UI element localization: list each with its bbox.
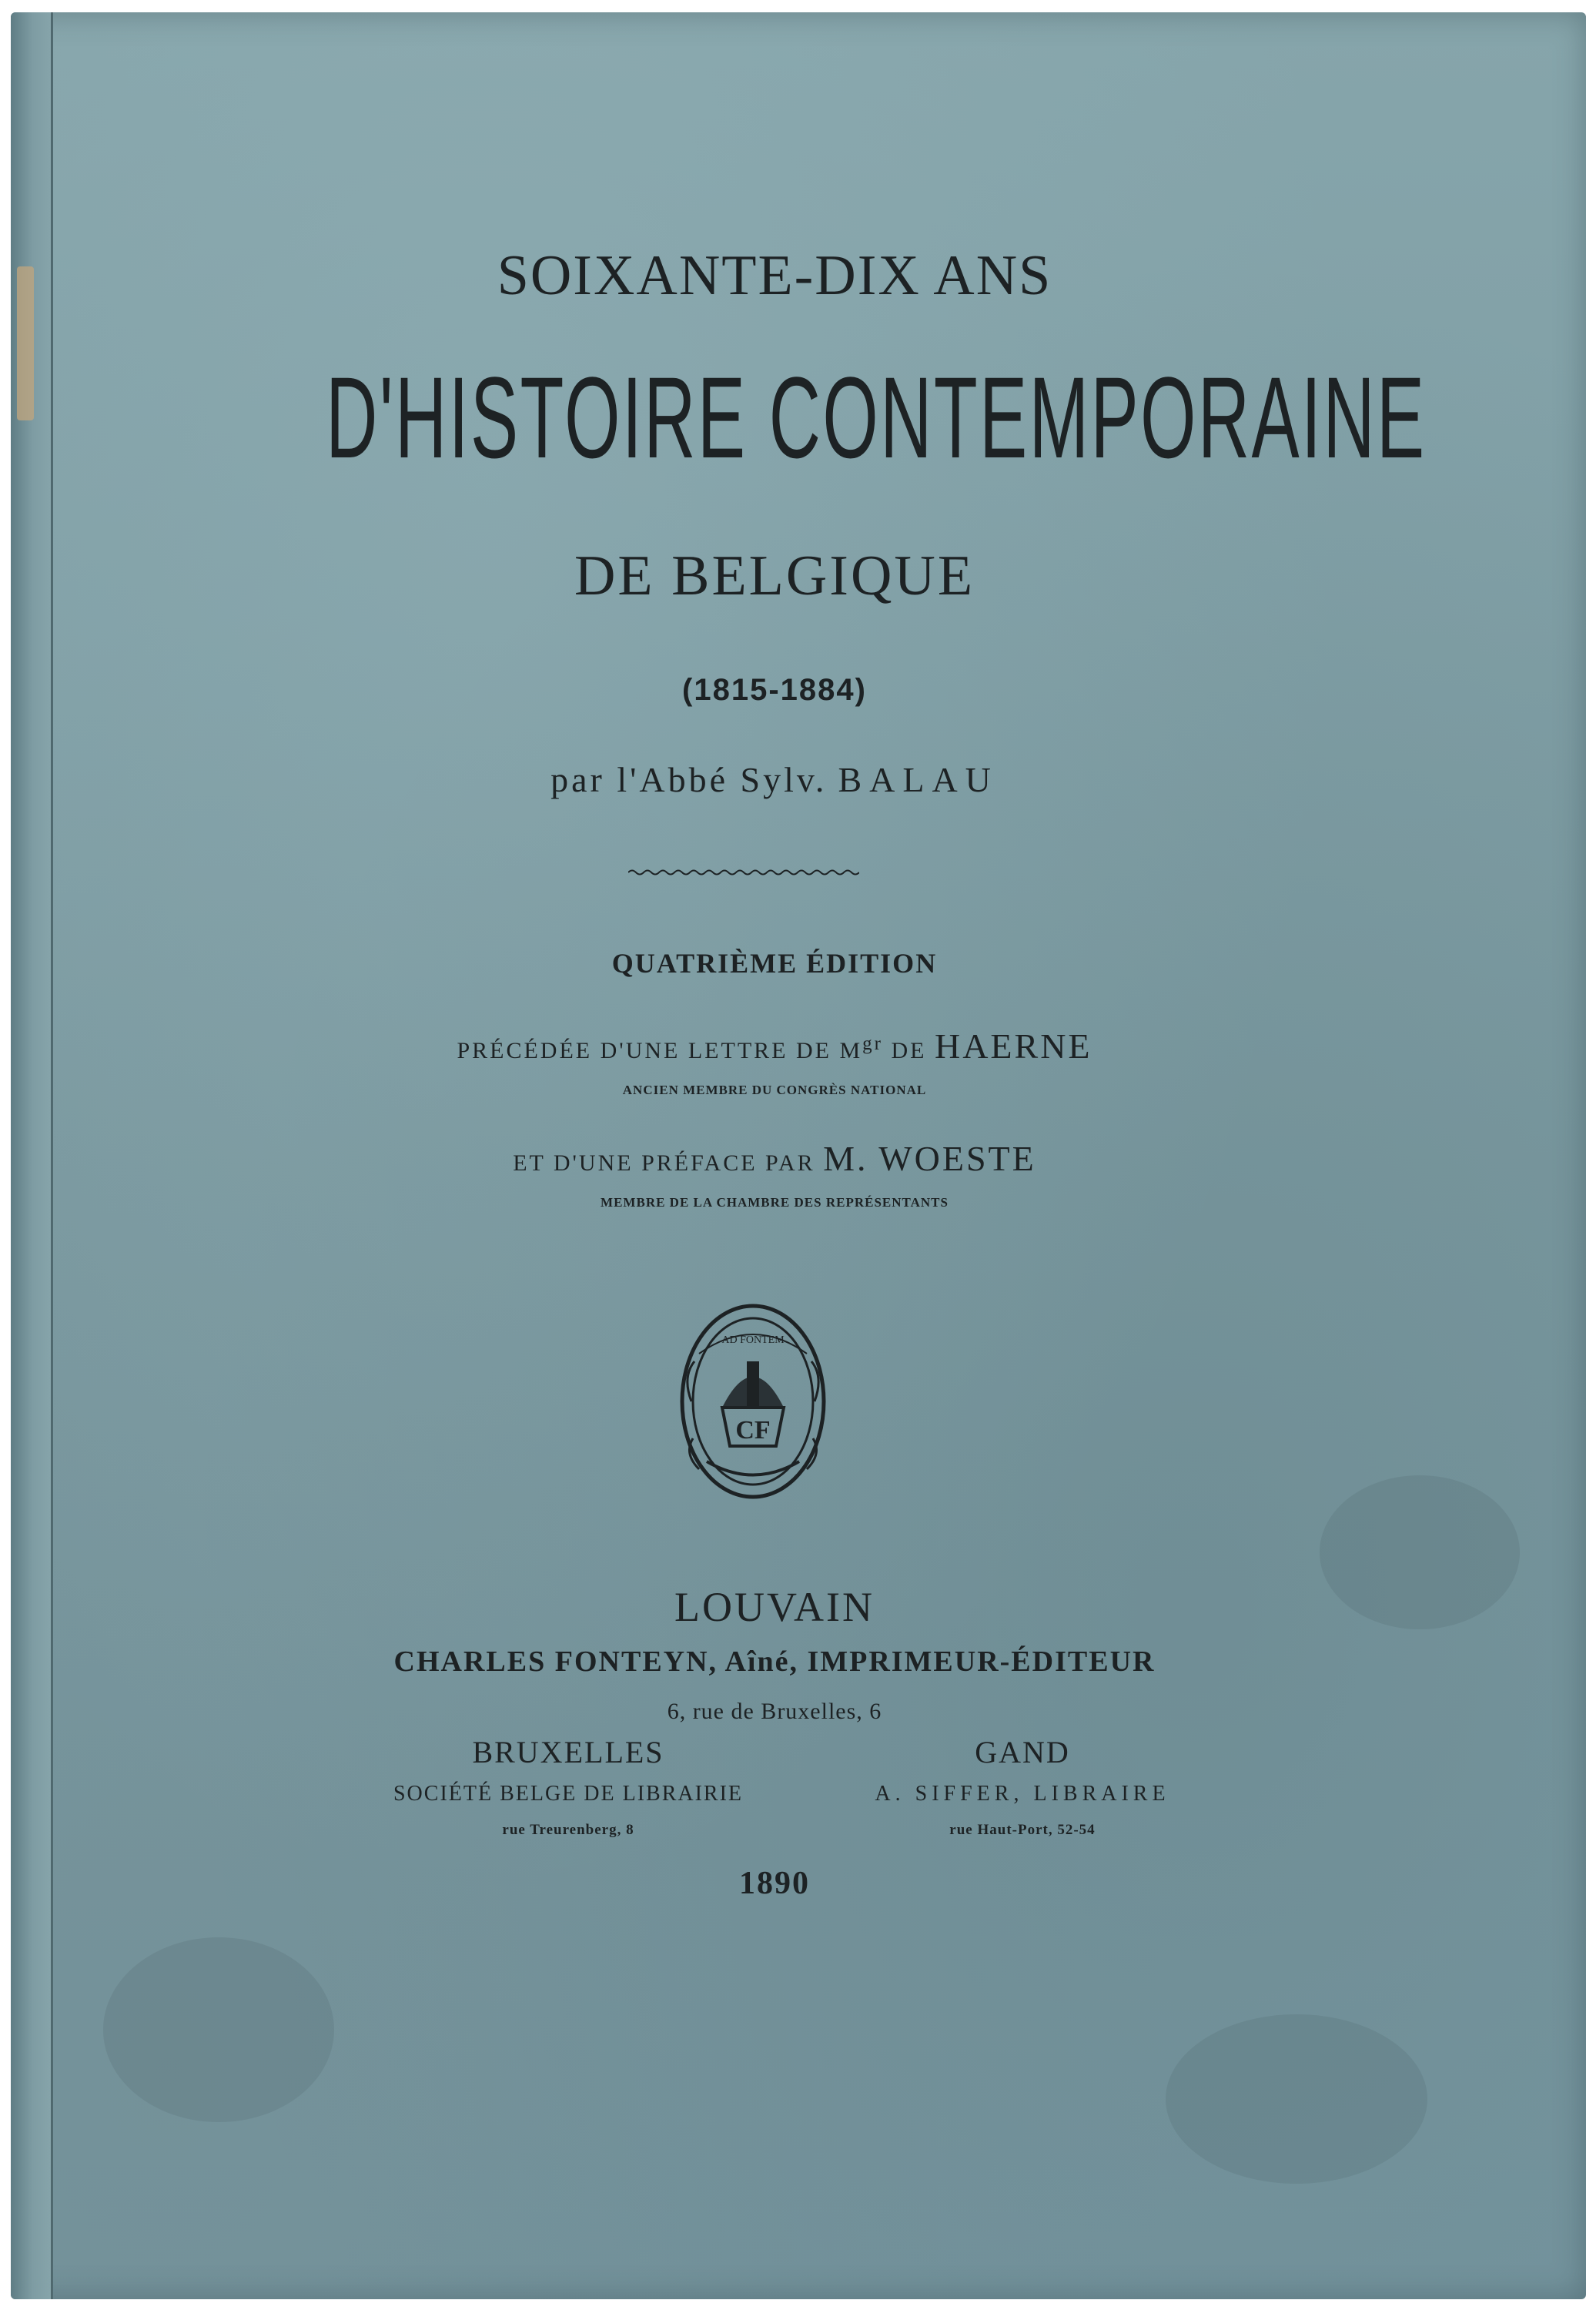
seal-motto: AD FONTEM [721, 1334, 785, 1346]
left-city: BRUXELLES [472, 1735, 664, 1769]
publisher-address: 6, rue de Bruxelles, 6 [667, 1699, 882, 1724]
publication-year: 1890 [739, 1866, 810, 1901]
publisher-fountain-seal-icon [676, 1300, 830, 1503]
imprint-city: LOUVAIN [674, 1584, 875, 1630]
author-line [51, 759, 1498, 800]
main-title: D'HISTOIRE CONTEMPORAINE [326, 353, 1427, 482]
preface-prefix: ET D'UNE PRÉFACE PAR [513, 1150, 824, 1176]
edition: QUATRIÈME ÉDITION [611, 948, 938, 979]
title-line-3: DE BELGIQUE [574, 544, 975, 608]
wavy-rule [628, 869, 859, 876]
letter-role: ANCIEN MEMBRE DU CONGRÈS NATIONAL [622, 1083, 927, 1097]
left-firm: SOCIÉTÉ BELGE DE LIBRAIRIE [393, 1782, 744, 1806]
preface-line [51, 1138, 1498, 1179]
title-line-1: SOIXANTE-DIX ANS [497, 244, 1052, 307]
author-name: BALAU [838, 760, 999, 799]
publisher: CHARLES FONTEYN, Aîné, IMPRIMEUR-ÉDITEUR [393, 1645, 1156, 1678]
right-address: rue Haut-Port, 52-54 [949, 1822, 1096, 1838]
spine-wear [17, 266, 34, 420]
svg-text:CF: CF [735, 1416, 771, 1445]
letter-superscript: gr [862, 1033, 883, 1054]
date-range: (1815-1884) [682, 673, 867, 707]
right-firm: A. SIFFER, LIBRAIRE [875, 1782, 1170, 1806]
right-city: GAND [975, 1735, 1070, 1769]
left-address: rue Treurenberg, 8 [502, 1822, 634, 1838]
letter-name: HAERNE [934, 1026, 1092, 1066]
preface-role: MEMBRE DE LA CHAMBRE DES REPRÉSENTANTS [601, 1195, 949, 1210]
cover-text [51, 12, 1586, 2299]
letter-prefix: PRÉCÉDÉE D'UNE LETTRE DE M [457, 1038, 863, 1063]
book-cover [11, 12, 1586, 2299]
author-prefix: par l'Abbé Sylv. [550, 760, 828, 799]
preface-name: M. WOESTE [823, 1139, 1036, 1178]
letter-mid: DE [882, 1038, 935, 1063]
letter-line [51, 1026, 1498, 1066]
